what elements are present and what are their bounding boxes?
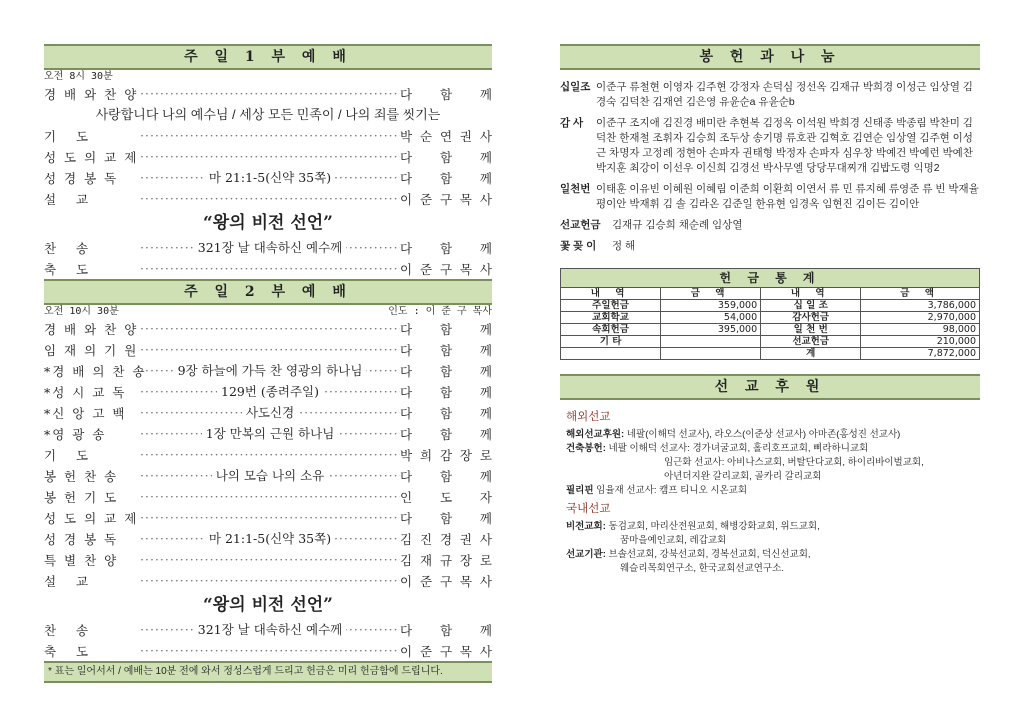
mission-title: 선 교 후 원 xyxy=(560,374,980,400)
order-row: 찬 송 ····· 321장 날 대속하신 예수께 다 함 께 xyxy=(44,619,492,640)
mission-line: 해외선교후원: 네팔(이해덕 선교사), 라오스(이준상 선교사) 아마존(홍성진 선교사) xyxy=(566,429,901,440)
order-row: 설 교 ····· 이 준 구 목 사 xyxy=(44,188,492,209)
giving-title: 봉 헌 과 나 눔 xyxy=(560,44,980,70)
order-row: *경 배 의 찬 송 ····· 9장 하늘에 가득 찬 영광의 하나님 다 함 께 xyxy=(44,360,492,381)
order-row: 성 경 봉 독 ····· 마 21:1-5(신약 35쪽) 김 진 경 권 사 xyxy=(44,528,492,549)
service1-title: 주 일 1 부 예 배 xyxy=(44,44,492,70)
order-row: 성 경 봉 독 ····· 마 21:1-5(신약 35쪽) 다 함 께 xyxy=(44,167,492,188)
order-row: 봉 헌 기 도 ····· 인 도 자 xyxy=(44,486,492,507)
offering-column xyxy=(560,44,980,576)
stats-title: 헌 금 통 계 xyxy=(561,269,980,288)
giving-group: 일천번 이태훈 이유빈 이혜원 이혜림 이준희 이환희 이연서 류 민 류지혜 류영준 류 빈 박재율 평이안 박재휘 김 솔 김라온 김준일 한유현 임경옥 임현진 김이든 김이안 xyxy=(560,183,979,210)
order-row: 경 배 와 찬 양 ····· 다 함 께 xyxy=(44,318,492,339)
domestic-mission-heading: 국내선교 xyxy=(566,503,611,515)
order-row: *성 시 교 독 ····· 129번 (종려주일) 다 함 께 xyxy=(44,381,492,402)
mission-line: 비전교회: 동검교회, 마리산전원교회, 해병강화교회, 위드교회, xyxy=(566,521,820,532)
service2-title: 주 일 2 부 예 배 xyxy=(44,279,492,305)
overseas-mission-list xyxy=(560,428,980,498)
worship-order-column xyxy=(44,44,492,683)
service2-rows xyxy=(44,318,492,591)
mission-line: 선교기관: 브솔선교회, 강북선교회, 경복선교회, 덕신선교회, xyxy=(566,549,811,560)
order-row: 기 도 ····· 박 순 연 권 사 xyxy=(44,125,492,146)
service2-closing-rows xyxy=(44,619,492,661)
order-row: *영 광 송 ····· 1장 만복의 근원 하나님 다 함 께 xyxy=(44,423,492,444)
stats-row: 주일헌금 359,000 십 일 조 3,786,000 xyxy=(561,300,980,312)
stats-row: 기 타 선교헌금 210,000 xyxy=(561,336,980,348)
order-row: 축 도 ····· 이 준 구 목 사 xyxy=(44,640,492,661)
service2-time: 오전 10시 30분 xyxy=(44,306,119,317)
domestic-mission-list xyxy=(560,520,980,576)
giving-group: 감 사 이준구 조지애 김진경 배미란 추현복 김정옥 이석원 박희경 신태종 박종림 박찬미 김덕찬 한재철 조휘자 김승희 조두상 송기명 류호관 김혁호 김연순 임상열 김주현 이성근 차명자 고정례 정현아 손파자 권태형 박정자 손파자 심우창 박예건 박예런 박예찬 박지훈 최강이 이선우 이신희 김경선 박사무엘 당당무대찌개 김밥도령 익명2 xyxy=(560,117,973,174)
overseas-mission-heading: 해외선교 xyxy=(566,411,611,423)
footnote: * 표는 일어서서 / 예배는 10분 전에 와서 정성스럽게 드리고 헌금은 미리 헌금함에 드립니다. xyxy=(44,661,492,683)
order-row: 성 도 의 교 제 ····· 다 함 께 xyxy=(44,146,492,167)
sermon-title: “왕의 비전 선언” xyxy=(203,213,333,233)
sermon-title: “왕의 비전 선언” xyxy=(203,595,333,615)
order-row: 봉 헌 찬 송 ····· 나의 모습 나의 소유 다 함 께 xyxy=(44,465,492,486)
mission-line: 웨슬리목회연구소, 한국교회선교연구소. xyxy=(620,563,784,574)
mission-line: 임근화 선교사: 아비나스교회, 버탈단다교회, 하이리바이벌교회, xyxy=(664,457,924,468)
giving-list xyxy=(560,80,980,254)
service2-leader: 인도 : 이 준 구 목사 xyxy=(388,306,492,317)
order-row: 찬 송 ····· 321장 날 대속하신 예수께 다 함 께 xyxy=(44,237,492,258)
mission-line: 아년더지완 갈리교회, 골카리 갈리교회 xyxy=(664,471,822,482)
order-row: *신 앙 고 백 ····· 사도신경 다 함 께 xyxy=(44,402,492,423)
stats-row: 교회학교 54,000 감사헌금 2,970,000 xyxy=(561,312,980,324)
giving-group: 꽃 꽂 이 정 해 xyxy=(560,240,636,252)
service2-meta xyxy=(44,305,492,318)
order-row: 성 도 의 교 제 ····· 다 함 께 xyxy=(44,507,492,528)
mission-line: 꿈마을예인교회, 레갑교회 xyxy=(620,535,727,546)
praise-banner: 사랑합니다 나의 예수님 / 세상 모든 민족이 / 나의 죄를 씻기는 xyxy=(95,107,441,122)
order-row: 경 배 와 찬 양 ····· 다 함 께 xyxy=(44,83,492,104)
order-row: 임 재 의 기 원 ····· 다 함 께 xyxy=(44,339,492,360)
stats-row: 계 7,872,000 xyxy=(561,348,980,360)
order-row: 특 별 찬 양 ····· 김 재 규 장 로 xyxy=(44,549,492,570)
giving-group: 선교헌금 김재규 김승희 채순례 임상열 xyxy=(560,219,743,231)
mission-line: 필리핀 임율재 선교사: 캠프 티니오 시온교회 xyxy=(566,485,748,496)
order-row: 축 도 ····· 이 준 구 목 사 xyxy=(44,258,492,279)
order-row: 설 교 ····· 이 준 구 목 사 xyxy=(44,570,492,591)
giving-group: 십일조 이준구 류철현 이영자 김주현 강정자 손덕심 정선옥 김재규 박희경 이성근 임상열 김경숙 김덕찬 김재연 김은영 유윤순a 유윤순b xyxy=(560,81,973,108)
offering-stats-table: 헌 금 통 계 내 역 금 액 내 역 금 액 주일헌금 359,000 십 일 조 3,786,000 교회학교 54,000 감사헌금 2,970,000 속회헌금 395,000 일 천 번 98,000 기 타 선교헌금 210,000 계 7,872,000 xyxy=(560,268,980,360)
service1-time: 오전 8시 30분 xyxy=(44,71,113,82)
order-row: 기 도 ····· 박 희 감 장 로 xyxy=(44,444,492,465)
mission-line: 건축봉헌: 네팔 이해덕 선교사: 경가녀굴교회, 홀리호프교회, 삐라하니교회 xyxy=(566,443,869,454)
stats-row: 속회헌금 395,000 일 천 번 98,000 xyxy=(561,324,980,336)
